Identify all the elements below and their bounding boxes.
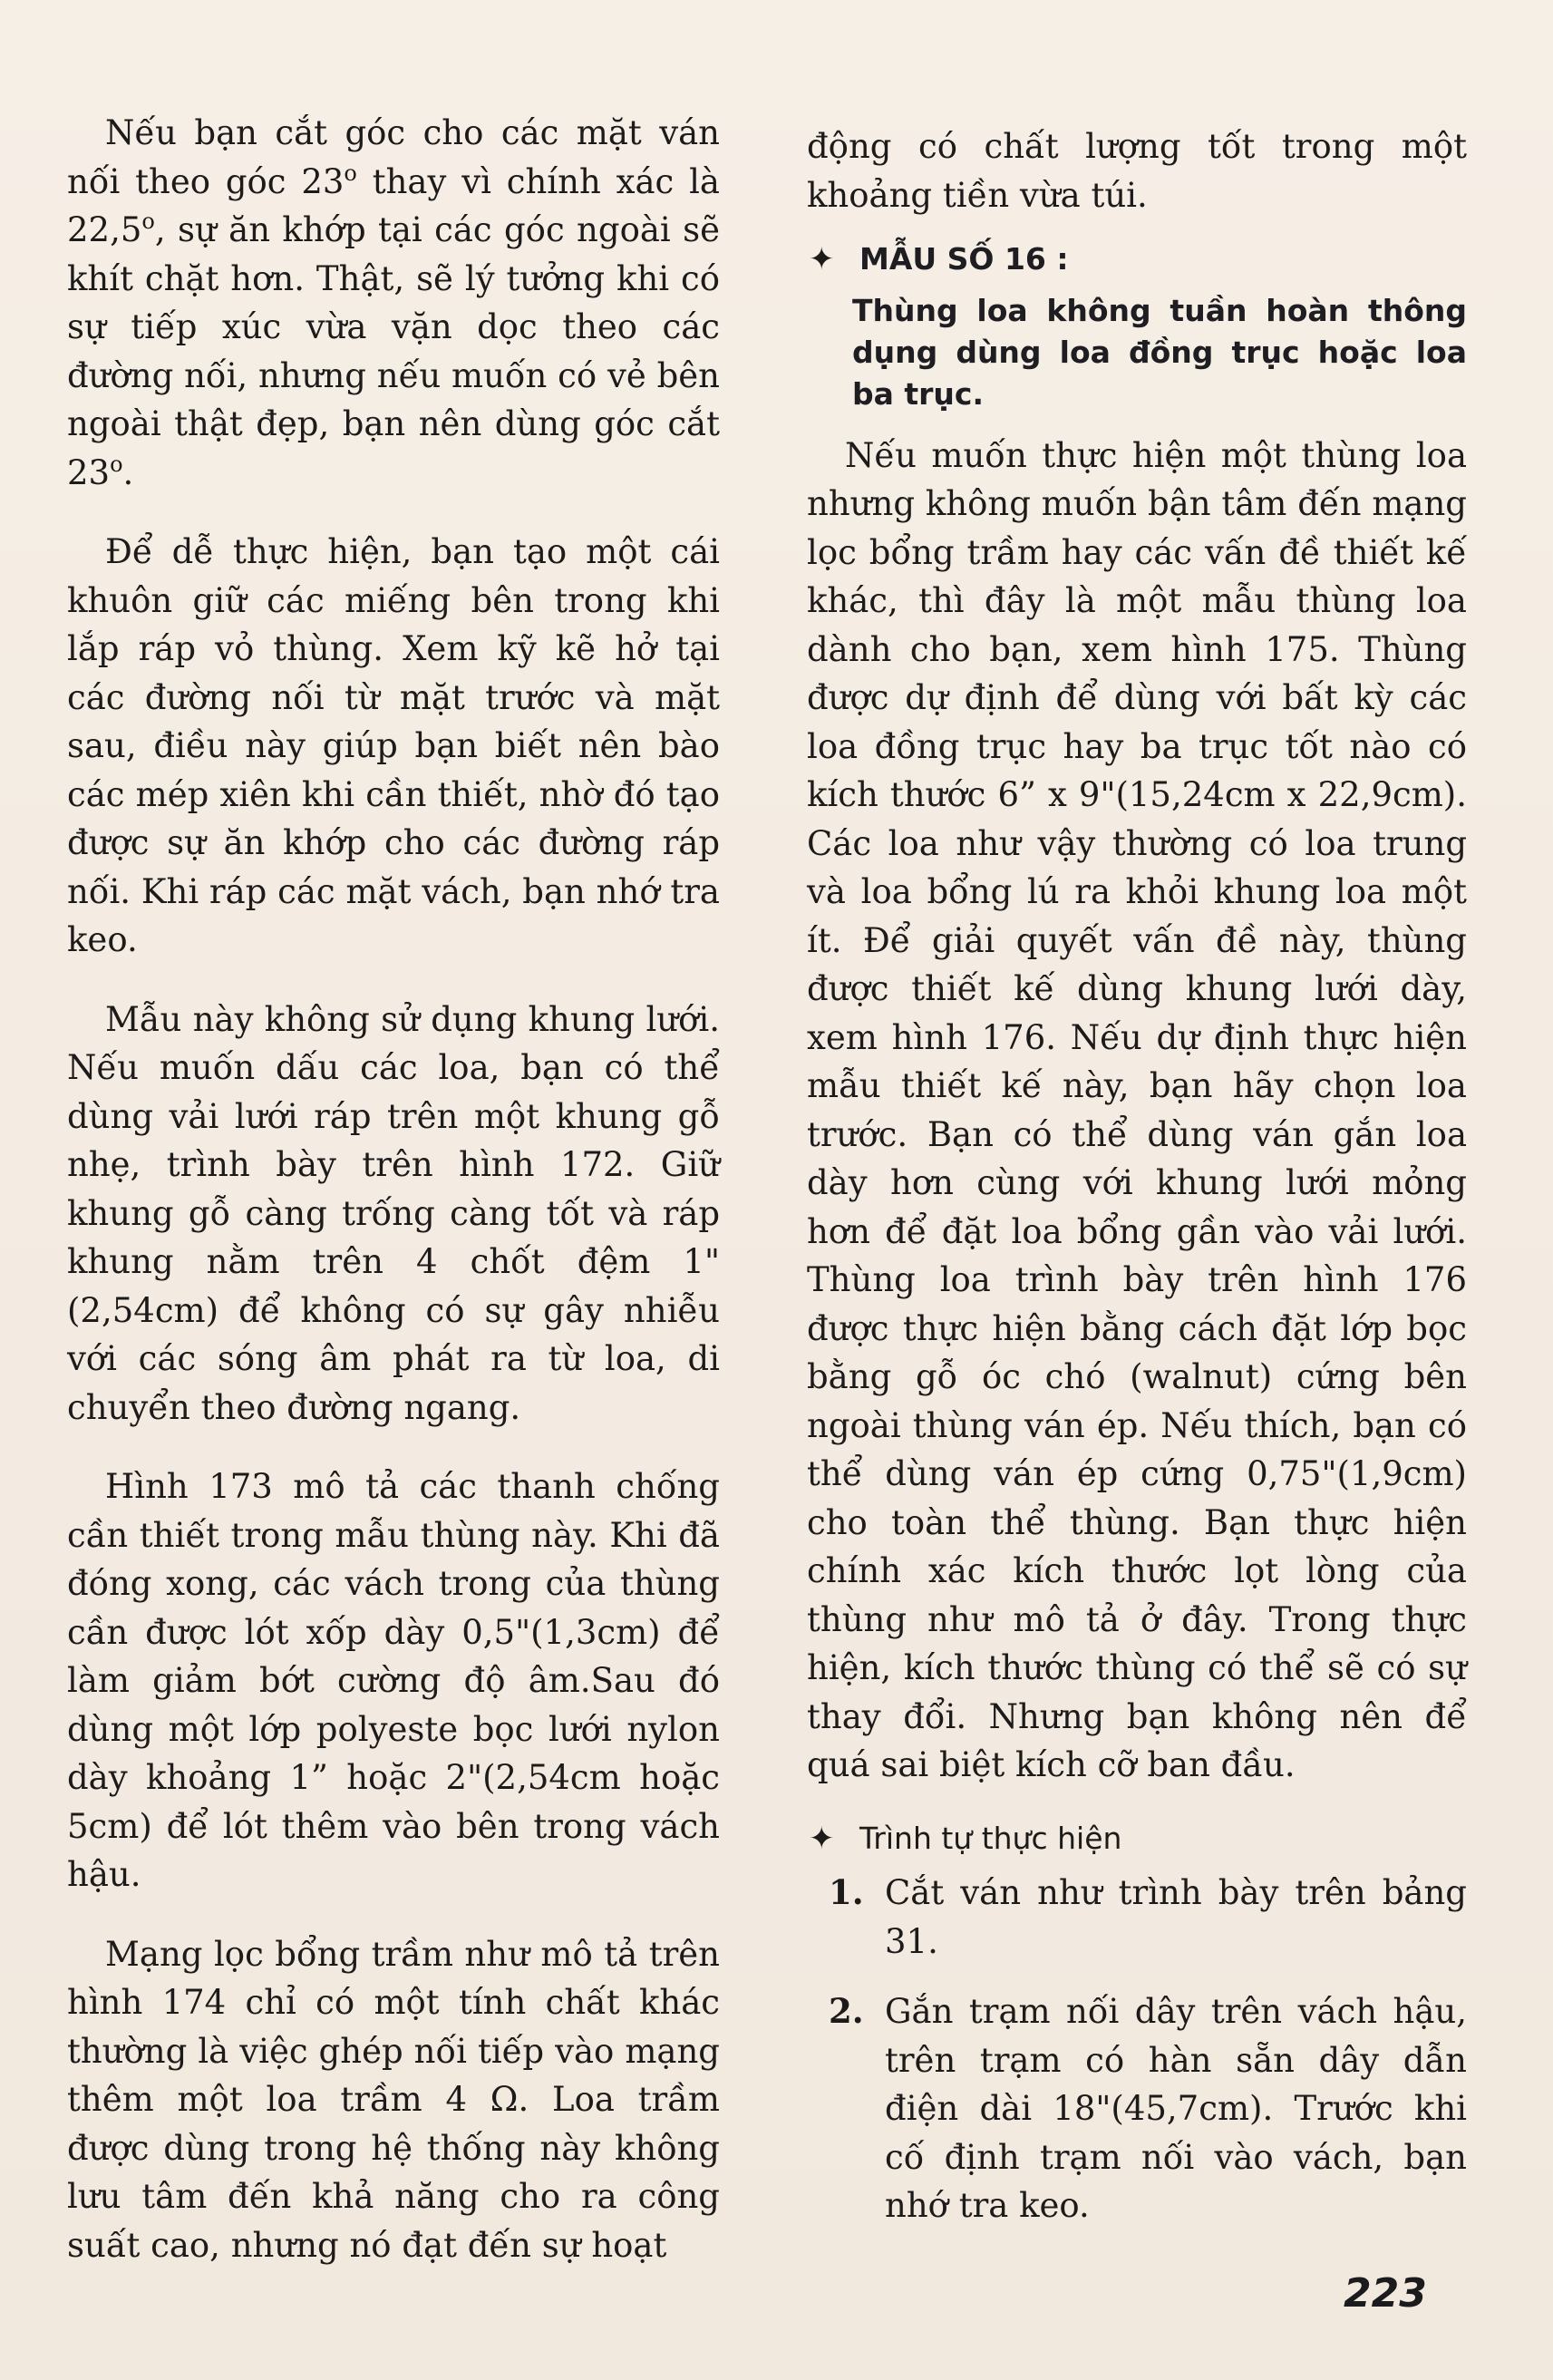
paragraph-enclosure-description: Nếu muốn thực hiện một thùng loa nhưng không muốn bận tâm đến mạng lọc bổng trầm hay các vấn đề thiết kế khác, thì đây là một mẫu thùng loa dành cho bạn, xem hình 175. Thùng được dự định để dùng với bất kỳ các loa đồng trục hay ba trục tốt nào có kích thước 6” x 9"(15,24cm x 22,9cm). Các loa như vậy thường có loa trung và loa bổng lú ra khỏi khung loa một ít. Để giải quyết vấn đề này, thùng được thiết kế dùng khung lưới dày, xem hình 176. Nếu dự định thực hiện mẫu thiết kế này, bạn hãy chọn loa trước. Bạn có thể dùng ván gắn loa dày hơn cùng với khung lưới mỏng hơn để đặt loa bổng gần vào vải lưới. Thùng loa trình bày trên hình 176 được thực hiện bằng cách đặt lớp bọc bằng gỗ óc chó (walnut) cứng bên ngoài thùng ván ép. Nếu thích, bạn có thể dùng ván ép cứng 0,75"(1,9cm) cho toàn thể thùng. Bạn thực hiện chính xác kích thước lọt lòng của thùng như mô tả ở đây. Trong thực hiện, kích thước thùng có thể sẽ có sự thay đổi. Nhưng bạn không nên để quá sai biệt kích cỡ ban đầu. bbox=[807, 435, 1467, 1784]
step-text: Cắt ván như trình bày trên bảng 31. bbox=[885, 1873, 1467, 1961]
right-column bbox=[807, 122, 1467, 2252]
steps-heading bbox=[807, 1815, 1467, 1864]
step-item bbox=[807, 1869, 1467, 1966]
left-column bbox=[67, 109, 720, 2300]
step-text: Gắn trạm nối dây trên vách hậu, trên trạm có hàn sẵn dây dẫn điện dài 18"(45,7cm). Trước khi cố định trạm nối vào vách, bạn nhớ tra keo. bbox=[885, 1992, 1467, 2225]
section-title: MẪU SỐ 16 : bbox=[859, 241, 1069, 277]
degree-superscript: o bbox=[110, 451, 123, 477]
paragraph-miter-angle: Nếu bạn cắt góc cho các mặt ván nối theo góc 23$^o$ thay vì chính xác là 22,5$^o$, sự ăn khớp tại các góc ngoài sẽ khít chặt hơn. Thật, sẽ lý tưởng khi có sự tiếp xúc vừa vặn dọc theo các đường nối, nhưng nếu muốn có vẻ bên ngoài thật đẹp, bạn nên dùng góc cắt 23$^o$. bbox=[67, 113, 720, 492]
degree-superscript: o bbox=[141, 209, 155, 234]
step-number: 2. bbox=[829, 1991, 864, 2031]
step-item bbox=[807, 1987, 1467, 2230]
paragraph-grille-frame: Mẫu này không sử dụng khung lưới. Nếu muốn dấu các loa, bạn có thể dùng vải lưới ráp trên một khung gỗ nhẹ, trình bày trên hình 172. Giữ khung gỗ càng trống càng tốt và ráp khung nằm trên 4 chốt đệm 1"(2,54cm) để không có sự gây nhiễu với các sóng âm phát ra từ loa, di chuyển theo đường ngang. bbox=[67, 999, 720, 1427]
page-number: 223 bbox=[1344, 2270, 1427, 2317]
steps-title: Trình tự thực hiện bbox=[859, 1820, 1122, 1856]
paragraph-crossover: Mạng lọc bổng trầm như mô tả trên hình 174 chỉ có một tính chất khác thường là việc ghép nối tiếp vào mạng thêm một loa trầm 4 Ω. Loa trầm được dùng trong hệ thống này không lưu tâm đến khả năng cho ra công suất cao, nhưng nó đạt đến sự hoạt bbox=[67, 1934, 720, 2265]
paragraph-bracing: Hình 173 mô tả các thanh chống cần thiết trong mẫu thùng này. Khi đã đóng xong, các vách trong của thùng cần được lót xốp dày 0,5"(1,3cm) để làm giảm bớt cường độ âm.Sau đó dùng một lớp polyeste bọc lưới nylon dày khoảng 1” hoặc 2"(2,54cm hoặc 5cm) để lót thêm vào bên trong vách hậu. bbox=[67, 1467, 720, 1894]
paragraph-assembly-jig: Để dễ thực hiện, bạn tạo một cái khuôn giữ các miếng bên trong khi lắp ráp vỏ thùng. Xem kỹ kẽ hở tại các đường nối từ mặt trước và mặt sau, điều này giúp bạn biết nên bào các mép xiên khi cần thiết, nhờ đó tạo được sự ăn khớp cho các đường ráp nối. Khi ráp các mặt vách, bạn nhớ tra keo. bbox=[67, 532, 720, 959]
diamond-bullet-icon: ✦ bbox=[809, 241, 835, 277]
paragraph-continuation: động có chất lượng tốt trong một khoảng tiền vừa túi. bbox=[807, 127, 1467, 215]
degree-superscript: o bbox=[344, 160, 357, 186]
diamond-bullet-icon: ✦ bbox=[809, 1820, 835, 1857]
step-number: 1. bbox=[829, 1872, 864, 1912]
section-heading bbox=[807, 236, 1467, 285]
section-subtitle: Thùng loa không tuần hoàn thông dụng dùng loa đồng trục hoặc loa ba trục. bbox=[852, 292, 1467, 412]
